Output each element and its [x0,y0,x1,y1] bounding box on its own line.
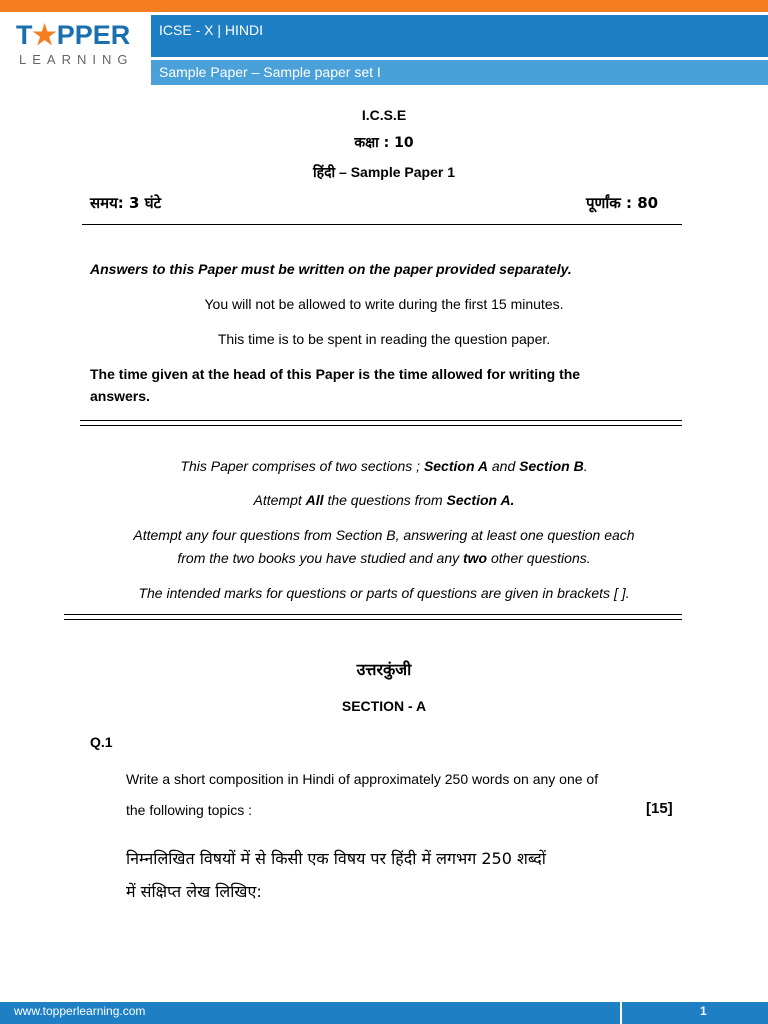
attempt-all: Attempt All the questions from Section A. [253,492,515,508]
marks-note: The intended marks for questions or parts of questions are given in brackets [ ]. [138,585,630,601]
subject-line: हिंदी – Sample Paper 1 [313,164,455,181]
instruction-writing-time: The time given at the head of this Paper is the time allowed for writing the [90,366,581,382]
question-marks: [15] [646,800,673,817]
double-divider-top-2 [64,614,682,615]
page-number: 1 [700,1004,707,1018]
double-divider-bottom-2 [64,619,682,620]
instruction-reading: You will not be allowed to write during the first 15 minutes. [204,296,564,312]
divider [82,224,682,225]
instruction-writing-time-cont: answers. [90,388,150,404]
top-accent-bar [0,0,768,12]
question-hindi-cont: में संक्षिप्त लेख लिखिए: [126,882,262,901]
board-title: I.C.S.E [361,107,407,123]
topper-learning-logo [16,20,136,70]
instruction-answers: Answers to this Paper must be written on the paper provided separately. [90,261,572,277]
question-text: Write a short composition in Hindi of approximately 250 words on any one of [126,771,599,787]
question-hindi: निम्नलिखित विषयों में से किसी एक विषय पर हिंदी में लगभग 250 शब्दों [126,849,546,868]
paper-subheader: Sample Paper – Sample paper set I [151,60,768,85]
time-allowed: समय: 3 घंटे [90,194,162,212]
footer-link[interactable]: www.topperlearning.com [14,1004,146,1018]
class-line: कक्षा : 10 [354,135,414,151]
instruction-time: This time is to be spent in reading the question paper. [217,331,551,347]
max-marks: पूर्णांक : 80 [586,194,659,212]
footer-separator [620,1002,622,1024]
star-icon: ★ [32,20,57,50]
logo-wordmark: T★PPER [16,20,131,50]
question-text-cont: the following topics : [126,802,253,818]
course-header: ICSE - X | HINDI [151,15,768,57]
double-divider-top [80,420,682,421]
logo-tagline: LEARNING [19,52,134,67]
sections-info: This Paper comprises of two sections ; Section A and Section B. [180,458,588,474]
answer-key-title: उत्तरकुंजी [356,660,412,679]
question-number: Q.1 [90,734,113,750]
attempt-any-four-cont: from the two books you have studied and any two other questions. [177,550,591,566]
section-heading: SECTION - A [341,698,427,714]
attempt-any-four: Attempt any four questions from Section B, answering at least one question each [133,527,635,543]
double-divider-bottom [80,425,682,426]
